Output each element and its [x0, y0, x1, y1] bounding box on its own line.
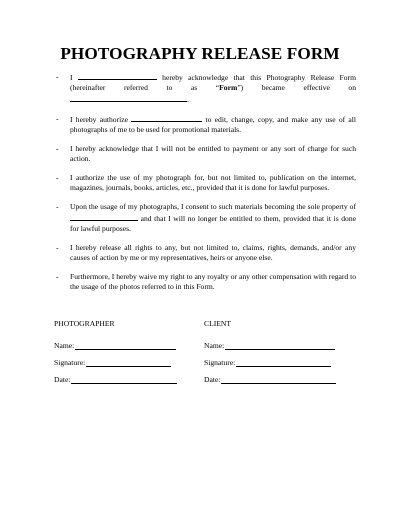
bullet-dash: - [56, 242, 59, 252]
term-text: and that I will no longer be entitled to them, provided that it is done for lawful purposes. [70, 213, 357, 234]
term-acknowledgement [54, 72, 356, 105]
bullet-dash: - [56, 202, 59, 212]
form-keyword: Form [219, 83, 238, 93]
photographer-signature-row [54, 357, 177, 367]
term-text: I hereby acknowledge that I will not be entitled to payment or any sort of charge for such action. [70, 143, 356, 164]
client-signature-field[interactable] [236, 359, 331, 367]
client-name-field[interactable] [225, 342, 335, 350]
client-signature-row [204, 357, 336, 367]
form-title: PHOTOGRAPHY RELEASE FORM [60, 44, 340, 63]
authorized-party-blank[interactable] [131, 114, 202, 122]
bullet-dash: - [56, 72, 59, 81]
date-label: Date: [54, 375, 71, 384]
signature-label: Signature: [204, 358, 236, 367]
term-text: hereby acknowledge that this Photography Release Form (hereinafter referred to as “ [70, 73, 356, 93]
term-usage [54, 173, 356, 194]
bullet-dash: - [56, 272, 59, 282]
photographer-signature-field[interactable] [86, 359, 171, 367]
photographer-date-field[interactable] [71, 376, 177, 384]
photographer-name-field[interactable] [75, 342, 176, 350]
term-authorization [54, 114, 356, 136]
term-text: Upon the usage of my photographs, I consent to such materials becoming the sole property of [70, 202, 356, 212]
property-owner-blank[interactable] [70, 213, 138, 221]
term-text: I hereby release all rights to any, but not limited to, claims, rights, demands, and/or any causes of action by me or my representatives, heirs or anyone else. [70, 242, 356, 263]
name-label: Name: [204, 341, 225, 350]
photographer-name-blank[interactable] [78, 72, 157, 80]
term-text: . [187, 94, 189, 104]
client-heading: CLIENT [204, 319, 231, 328]
bullet-dash: - [56, 143, 59, 153]
term-text: Furthermore, I hereby waive my right to any royalty or any other compensation with regard to the usage of the photos referred to in this Form. [70, 272, 356, 292]
term-no-payment [54, 144, 356, 165]
term-property [54, 202, 356, 234]
client-signature-block [204, 319, 336, 391]
bullet-dash: - [56, 173, 59, 183]
terms-list [54, 72, 356, 301]
term-release [54, 243, 356, 264]
effective-date-blank[interactable] [70, 94, 187, 102]
name-label: Name: [54, 341, 75, 350]
bullet-dash: - [56, 113, 59, 123]
client-date-row [204, 374, 336, 384]
date-label: Date: [204, 375, 221, 384]
client-name-row [204, 340, 336, 350]
client-date-field[interactable] [221, 376, 336, 384]
photographer-signature-block [54, 319, 177, 391]
term-text: ”) became effective on [237, 83, 356, 93]
term-text: to edit, change, copy, and make any use of all photographs of me to be used for promotional materials. [70, 114, 356, 135]
photographer-heading: PHOTOGRAPHER [54, 319, 115, 328]
term-text: I hereby authorize [70, 114, 128, 124]
term-waiver [54, 272, 356, 293]
term-text: I authorize the use of my photograph for, but not limited to, publication on the internet, magazines, journals, books, articles, etc., provided that it is done for lawful purposes. [70, 173, 356, 193]
term-text: I [70, 73, 73, 82]
photographer-date-row [54, 374, 177, 384]
signature-label: Signature: [54, 358, 86, 367]
photographer-name-row [54, 340, 177, 350]
